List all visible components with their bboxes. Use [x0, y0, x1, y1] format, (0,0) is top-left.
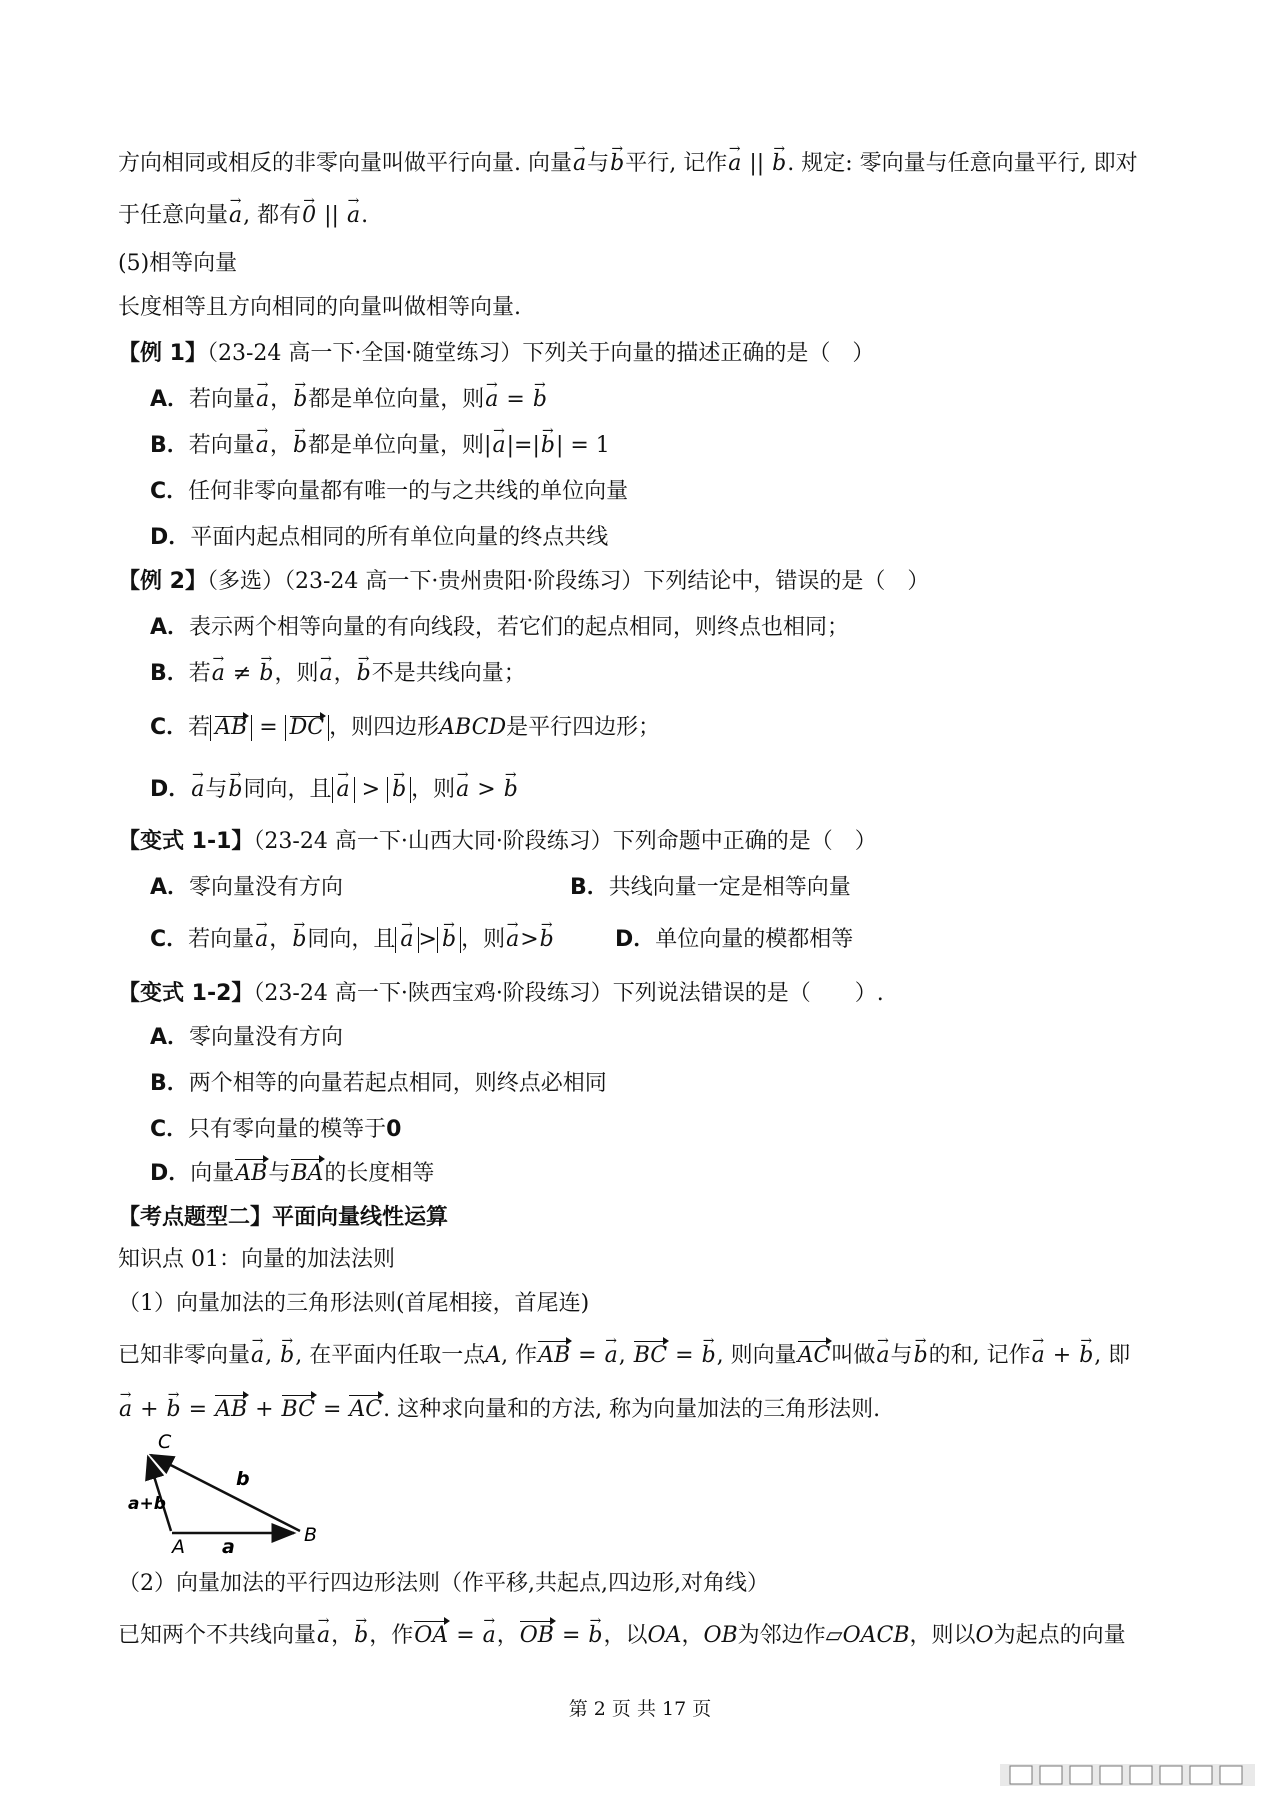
point-a-label: A — [172, 1536, 185, 1555]
parallelogram-rule-title: （2）向量加法的平行四边形法则（作平移,共起点,四边形,对角线） — [118, 1571, 769, 1596]
page-footer: 第 2 页 共 17 页 — [568, 1698, 712, 1720]
example-2-question: 【例 2】（多选）（23-24 高一下·贵州贵阳·阶段练习）下列结论中，错误的是（ ） — [118, 569, 930, 594]
vector-b-label: b — [236, 1468, 250, 1490]
point-c-label: C — [158, 1431, 172, 1453]
parallel-vector-definition-cont: 于任意向量→ a, 都有→ 0 || → a. — [118, 200, 1178, 232]
vector-a-label: a — [222, 1536, 235, 1555]
section-equal-vectors-title: (5)相等向量 — [118, 251, 238, 276]
vector-triangle-figure — [118, 1425, 338, 1555]
example-1-option-c: C．任何非零向量都有唯一的与之共线的单位向量 — [150, 479, 629, 504]
topic-2-heading: 【考点题型二】平面向量线性运算 — [118, 1205, 449, 1230]
parallelogram-rule-body: 已知两个不共线向量→ a，→ b，作OA = → a，OB = → b，以OA，OB为邻边作▱OACB，则以O为起点的向量 — [118, 1620, 1178, 1652]
variant-1-2-label: 【变式 1-2】 — [118, 981, 254, 1006]
scrollbar-decoration — [1000, 1760, 1260, 1790]
equal-vectors-definition: 长度相等且方向相同的向量叫做相等向量. — [118, 295, 521, 320]
variant-1-2-option-d: D．向量AB与BA的长度相等 — [150, 1158, 1210, 1190]
example-1-option-b: B．若向量→ a，→ b都是单位向量，则|→ a|=|→ b| = 1 — [150, 430, 1210, 462]
example-2-label: 【例 2】 — [118, 569, 207, 594]
point-b-label: B — [304, 1524, 318, 1546]
variant-1-1-option-a: A．零向量没有方向 — [150, 875, 344, 900]
variant-1-2-question: 【变式 1-2】（23-24 高一下·陕西宝鸡·阶段练习）下列说法错误的是（ ）. — [118, 981, 884, 1006]
variant-1-1-option-d: D．单位向量的模都相等 — [615, 927, 854, 952]
variant-1-2-option-c: C．只有零向量的模等于0 — [150, 1117, 402, 1142]
example-1-question: 【例 1】（23-24 高一下·全国·随堂练习）下列关于向量的描述正确的是（ ） — [118, 341, 875, 366]
variant-1-1-option-c: C．若向量→ a，→ b同向，且→ a >→ b ，则→ a>→ b — [150, 924, 610, 956]
variant-1-1-question: 【变式 1-1】（23-24 高一下·山西大同·阶段练习）下列命题中正确的是（ ） — [118, 829, 877, 854]
example-1-label: 【例 1】 — [118, 341, 207, 366]
variant-1-1-label: 【变式 1-1】 — [118, 829, 254, 854]
variant-1-1-option-b: B．共线向量一定是相等向量 — [570, 875, 851, 900]
knowledge-point-01: 知识点 01：向量的加法法则 — [118, 1247, 395, 1272]
parallel-vector-definition: 方向相同或相反的非零向量叫做平行向量. 向量→ a与→ b平行, 记作→ a || → b. 规定: 零向量与任意向量平行, 即对 — [118, 148, 1178, 180]
triangle-rule-body: 已知非零向量→ a, → b, 在平面内任取一点A, 作AB = → a, BC = → b, 则向量AC叫做→ a与→ b的和, 记作→ a + → b, 即 — [118, 1340, 1178, 1372]
variant-1-2-option-a: A．零向量没有方向 — [150, 1025, 344, 1050]
example-1-option-d: D．平面内起点相同的所有单位向量的终点共线 — [150, 525, 609, 550]
example-2-option-b: B．若→ a ≠ → b，则→ a，→ b不是共线向量； — [150, 658, 1210, 690]
vector-sum-label: a+b — [128, 1494, 166, 1514]
example-1-option-a: A．若向量→ a，→ b都是单位向量，则→ a = → b — [150, 384, 1210, 416]
example-2-option-c: C．若 AB = DC ，则四边形ABCD是平行四边形； — [150, 715, 661, 740]
vector-b-arrow — [151, 1455, 300, 1531]
example-2-option-d: D．→ a与→ b同向，且→ a > → b ，则→ a > → b — [150, 774, 1210, 806]
variant-1-2-option-b: B．两个相等的向量若起点相同，则终点必相同 — [150, 1071, 607, 1096]
triangle-rule-title: （1）向量加法的三角形法则(首尾相接，首尾连) — [118, 1291, 590, 1316]
example-2-option-a: A．表示两个相等向量的有向线段，若它们的起点相同，则终点也相同； — [150, 615, 850, 640]
triangle-rule-body-cont: → a + → b = AB + BC = AC. 这种求向量和的方法, 称为向量加法的三角形法则. — [118, 1394, 1178, 1426]
